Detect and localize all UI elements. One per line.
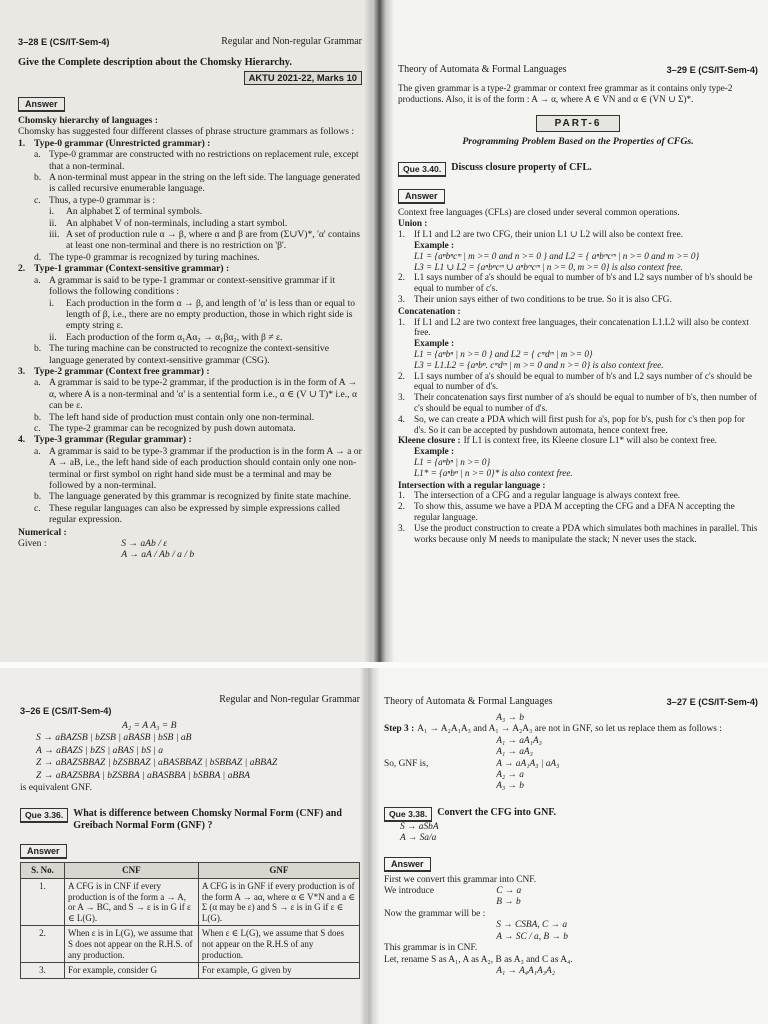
paragraph: This grammar is in CNF. [384, 943, 478, 954]
line-label: Given : [18, 538, 47, 550]
list-text: Type-0 grammar are constructed with no restrictions on replacement rule, except that a non-terminal. [49, 149, 359, 172]
part-heading-row [398, 115, 758, 132]
list-text: Type-1 grammar (Context-sensitive grammar) : [34, 263, 230, 275]
list-marker: i. [49, 297, 55, 309]
list-item [18, 195, 362, 206]
list-marker: a. [34, 149, 41, 161]
line-value: If L1 is context free, its Kleene closure L1* will also be context free. [463, 435, 717, 446]
list-text: L1 says number of a's should be equal to number of b's and L2 says number of b's should be equal to number of c's. [414, 272, 753, 294]
list-item [398, 523, 758, 545]
list-marker: a. [34, 445, 41, 457]
list-marker: 3. [398, 522, 405, 533]
line-value: C → a [496, 886, 522, 897]
paragraph: Chomsky has suggested four different classes of phrase structure grammars as follows : [18, 126, 355, 138]
list-marker: i. [49, 206, 55, 218]
equation: A → aBAZS | bZS | aBAS | bS | a [36, 744, 164, 756]
answer-label: Answer [384, 857, 431, 872]
list-text: If L1 and L2 are two CFG, their union L1 ∪ L2 will also be context free. [414, 229, 683, 240]
line-label: We introduce [384, 886, 435, 897]
list-text: Use the product construction to create a PDA which simulates both machines in parallel. This works because only M needs to manipulate the stack; N never uses the stack. [414, 522, 758, 544]
cell-cnf: When ε is in L(G), we assume that S does not appear on the R.H.S. of any production. [65, 926, 199, 963]
question-number: Que 3.36. [20, 808, 68, 823]
col-header-cnf: CNF [65, 863, 199, 879]
list-marker: b. [34, 343, 42, 355]
page-body [398, 83, 758, 544]
inline-heading [398, 435, 758, 446]
list-marker: b. [34, 172, 42, 184]
question-number: Que 3.40. [398, 162, 446, 177]
part-label: PART-6 [536, 115, 621, 132]
example-label: Example : [414, 446, 455, 457]
line-label: Kleene closure : [398, 435, 461, 446]
equation: L1 = {aⁿbⁿ | n >= 0 } and L2 = { cᵐdᵐ | m >= 0} [414, 348, 593, 359]
equation: S → aBAZSB | bZSB | aBASB | bSB | aB [36, 732, 192, 744]
table-header-row [21, 863, 360, 879]
list-item [18, 298, 362, 332]
list-item [18, 172, 362, 195]
cell-gnf: For example, G given by [198, 963, 359, 979]
equation: S → CSBA, C → a [496, 920, 568, 931]
list-marker: 3. [398, 392, 405, 403]
section-heading: Intersection with a regular language : [398, 479, 546, 490]
list-text: An alphabet Σ of terminal symbols. [66, 206, 203, 218]
paragraph: is equivalent GNF. [20, 782, 92, 794]
question-text: What is difference between Chomsky Normal Form (CNF) and Greibach Normal Form (GNF) ? [73, 808, 342, 832]
part-subtitle: Programming Problem Based on the Properties of CFGs. [462, 135, 694, 147]
list-marker: 1. [18, 137, 26, 149]
list-marker: iii. [49, 229, 60, 241]
equation: A → SC / a, B → b [496, 931, 568, 942]
list-marker: 2. [18, 263, 26, 275]
equation: Z → aBAZSBBA | bZSBBA | aBASBBA | bSBBA | aBBA [36, 769, 250, 781]
col-header-gnf: GNF [198, 863, 359, 879]
line-value: A₁ → A₂A₁A₃ and A₁ → A₂A₃ are not in GNF, so let us replace them as follows : [417, 724, 722, 735]
table-body [21, 879, 360, 979]
question-number: Que 3.38. [384, 807, 432, 822]
cell-cnf: A CFG is in CNF if every production is of the form a → A, or A → BC, and S → ε is in G if ε ∈ L(G). [65, 879, 199, 926]
labeled-line [384, 886, 758, 897]
list-text: L1 says number of a's should be equal to number of b's and L2 says number of c's should be equal to number of d's. [414, 370, 752, 392]
labeled-line [18, 538, 362, 549]
list-marker: 3. [398, 293, 405, 304]
answer-label: Answer [20, 844, 67, 859]
cell-gnf: A CFG is in GNF if every production is of the form A → aα, where α ∈ V*N and a ∈ Σ (α may be ε) and S → ε is in G if ε ∈ L(G). [198, 879, 359, 926]
equation: L3 = L1.L2 = {aⁿbⁿ. cᵐdᵐ | m >= 0 and n >= 0} is also context free. [414, 359, 664, 370]
list-marker: c. [34, 502, 41, 514]
list-marker: 1. [398, 229, 405, 240]
list-text: So, we can create a PDA which will first push for a's, pop for b's, push for c's then pop for d's. So it can be accepted by pushdown automata, hence context free. [414, 413, 745, 435]
labeled-line [384, 759, 758, 770]
question-heading: Give the Complete description about the Chomsky Hierarchy. [18, 57, 292, 68]
running-title: Regular and Non-regular Grammar [221, 36, 362, 47]
page-body [384, 713, 758, 977]
section-heading: Numerical : [18, 526, 67, 538]
list-marker: c. [34, 194, 41, 206]
answer-row [20, 844, 360, 859]
list-item [18, 434, 362, 445]
list-item [398, 392, 758, 414]
page-number: 3–28 E (CS/IT-Sem-4) [18, 37, 110, 47]
equation: A₃ → b [496, 781, 524, 792]
paragraph: Now the grammar will be : [384, 908, 486, 919]
list-marker: ii. [49, 217, 57, 229]
list-item [18, 252, 362, 263]
list-item [18, 149, 362, 172]
question-text: Convert the CFG into GNF. [437, 806, 557, 818]
equation: A₃ → b [496, 713, 524, 723]
list-marker: a. [34, 274, 41, 286]
list-text: Type-3 grammar (Regular grammar) : [34, 434, 192, 446]
line-value: A → aA₁A₃ | aA₃ [496, 758, 560, 769]
list-marker: a. [34, 377, 41, 389]
cnf-gnf-table [20, 862, 360, 978]
list-text: Type-2 grammar (Context free grammar) : [34, 365, 210, 377]
list-text: The intersection of a CFG and a regular language is always context free. [414, 490, 681, 501]
list-item [398, 294, 758, 305]
list-item [18, 377, 362, 411]
list-text: These regular languages can also be expressed by simple expressions called regular expression. [49, 502, 340, 526]
list-item [398, 371, 758, 393]
list-marker: 2. [398, 501, 405, 512]
list-item [18, 491, 362, 502]
list-item [398, 490, 758, 501]
list-text: The language generated by this grammar is recognized by finite state machine. [49, 491, 352, 503]
example-label: Example : [414, 338, 455, 349]
paragraph: Let, rename S as A₁, A as A₂, B as A₃ and C as A₄. [384, 954, 573, 965]
running-title: Theory of Automata & Formal Languages [384, 696, 553, 707]
cell-sno: 1. [21, 879, 65, 926]
list-text: Type-0 grammar (Unrestricted grammar) : [34, 137, 211, 149]
list-item [398, 229, 758, 240]
page-number: 3–26 E (CS/IT-Sem-4) [20, 706, 112, 716]
running-title: Theory of Automata & Formal Languages [398, 64, 567, 75]
list-marker: 1. [398, 490, 405, 501]
list-item [398, 317, 758, 339]
list-text: Their union says either of two conditions to be true. So it is also CFG. [414, 293, 672, 304]
list-marker: b. [34, 491, 42, 503]
page-3-28 [0, 0, 372, 662]
list-marker: 4. [398, 413, 405, 424]
cell-sno: 2. [21, 926, 65, 963]
list-item [18, 263, 362, 274]
question-text: Discuss closure property of CFL. [451, 161, 592, 173]
equation: A₂ = A A₃ = B [122, 720, 177, 731]
cell-cnf: For example, consider G [65, 963, 199, 979]
running-title: Regular and Non-regular Grammar [219, 694, 360, 705]
equation: A → aA / Ab / a / b [121, 549, 195, 561]
question [384, 807, 758, 822]
answer-row [398, 189, 758, 204]
running-header [18, 36, 362, 47]
equation: S → aSbA [400, 821, 439, 832]
list-text: The left hand side of production must contain only one non-terminal. [49, 411, 315, 423]
section-heading: Union : [398, 218, 428, 229]
cell-sno: 3. [21, 963, 65, 979]
equation: A₁ → aA₁A₃ [496, 735, 542, 746]
col-header-sno: S. No. [21, 863, 65, 879]
list-marker: b. [34, 411, 42, 423]
question [20, 808, 360, 832]
list-marker: 3. [18, 365, 26, 377]
list-item [18, 332, 362, 343]
list-text: The turing machine can be constructed to recognize the context-sensitive language generated by context-sensitive grammar (CSG). [49, 343, 329, 366]
equation: B → b [496, 897, 521, 908]
list-item [18, 503, 362, 526]
list-text: A grammar is said to be type-3 grammar if the production is in the form A → a or A → aB, i.e., the left hand side of each production should contain only one non-terminal or first symbol on right hand side must be a terminal and may be followed by a non-terminal. [49, 445, 362, 491]
list-text: A set of production rule α → β, where α and β are from (Σ∪V)*, 'α' contains at least one non-terminal and there is no restriction on 'β'. [66, 229, 360, 252]
page-3-27 [374, 668, 768, 1024]
exam-tag-row [18, 71, 362, 85]
equation: L1* = {aⁿbⁿ | n >= 0}* is also context free. [414, 467, 573, 478]
list-item [18, 366, 362, 377]
list-text: To show this, assume we have a PDA M accepting the CFG and a DFA N accepting the regular language. [414, 501, 735, 522]
answer-row [384, 857, 758, 872]
equation: L3 = L1 ∪ L2 = {aⁿbⁿcᵐ ∪ aⁿbᵐcᵐ | n >= 0, m >= 0} is also context free. [414, 261, 683, 272]
list-item [398, 501, 758, 523]
list-text: An alphabet V of non-terminals, including a start symbol. [66, 217, 288, 229]
paragraph: First we convert this grammar into CNF. [384, 874, 537, 885]
page-body [20, 720, 360, 859]
section-heading: Chomsky hierarchy of languages : [18, 115, 159, 126]
example-label: Example : [414, 239, 455, 250]
table-row [21, 926, 360, 963]
list-item [398, 272, 758, 294]
list-text: If L1 and L2 are two context free languages, their concatenation L1.L2 will also be context free. [414, 316, 749, 338]
list-marker: 1. [398, 316, 405, 327]
answer-label: Answer [398, 189, 445, 204]
list-item [18, 275, 362, 298]
paragraph: Context free languages (CFLs) are closed under several common operations. [398, 206, 680, 217]
paragraph: The given grammar is a type-2 grammar or context free grammar as it contains only type-2 productions. Also, it is of the form : A → α, where A ∈ VN and α ∈ (VN ∪ Σ)*. [398, 83, 733, 104]
equation: A → Sa/a [400, 833, 437, 844]
line-label: So, GNF is, [384, 758, 429, 769]
equation: A₁ → aA₃ [496, 747, 533, 758]
list-marker: 4. [18, 434, 26, 446]
page-body [18, 57, 362, 561]
list-text: A non-terminal must appear in the string on the left side. The language generated is called recursive enumerable language. [49, 172, 360, 195]
list-item [18, 446, 362, 492]
page-3-26 [0, 668, 366, 1024]
list-text: A grammar is said to be type-2 grammar, if the production is in the form of A → α, where A is a non-terminal and 'α' is a sentential form i.e., α ∈ (V ∪ T)* i.e., α can be ε. [49, 377, 358, 412]
list-text: Each production of the form α₁Aα₂ → α₁βα₂, with β ≠ ε. [66, 331, 283, 343]
list-marker: ii. [49, 331, 57, 343]
list-item [18, 412, 362, 423]
list-item [18, 423, 362, 434]
list-marker: d. [34, 251, 42, 263]
answer-label: Answer [18, 97, 65, 112]
list-marker: 2. [398, 272, 405, 283]
page-number: 3–29 E (CS/IT-Sem-4) [666, 65, 758, 75]
list-text: The type-0 grammar is recognized by turing machines. [49, 251, 260, 263]
page-3-29 [384, 0, 768, 662]
equation: A₂ → a [496, 770, 524, 781]
equation: L1 = {aⁿbⁿ | n >= 0} [414, 456, 491, 467]
list-item [18, 138, 362, 149]
list-text: Each production in the form α → β, and length of 'α' is less than or equal to length of β, i.e., there are no empty production, those in which right side is empty string ε. [66, 297, 356, 332]
list-item [18, 229, 362, 252]
list-text: Their concatenation says first number of a's should be equal to number of b's, then number of c's should be equal to number of d's. [414, 392, 757, 413]
running-header [20, 694, 360, 716]
table-row [21, 879, 360, 926]
question [398, 162, 758, 177]
list-item [18, 218, 362, 229]
list-text: A grammar is said to be type-1 grammar or context-sensitive grammar if it follows the following conditions : [49, 274, 336, 298]
list-item [18, 206, 362, 217]
equation: A₁ → A₄A₁A₃A₂ [496, 965, 556, 976]
list-item [398, 414, 758, 436]
section-heading: Concatenation : [398, 305, 461, 316]
table-row [21, 963, 360, 979]
list-text: The type-2 grammar can be recognized by push down automata. [49, 422, 296, 434]
cell-gnf: When ε ∈ L(G), we assume that S does not appear on the R.H.S of any production. [198, 926, 359, 963]
page-number: 3–27 E (CS/IT-Sem-4) [666, 697, 758, 707]
running-header [384, 696, 758, 707]
equation: Z → aBAZSBBAZ | bZSBBAZ | aBASBBAZ | bSBBAZ | aBBAZ [36, 757, 278, 769]
running-header [398, 64, 758, 75]
line-label: Step 3 : [384, 724, 415, 735]
answer-row [18, 97, 362, 112]
equation: L1 = {aⁿbⁿcᵐ | m >= 0 and n >= 0 } and L2 = { aⁿbᵐcᵐ | n >= 0 and m >= 0} [414, 250, 700, 261]
list-item [18, 343, 362, 366]
list-marker: 2. [398, 370, 405, 381]
line-value: S → aAb / ε [121, 538, 168, 550]
exam-tag: AKTU 2021-22, Marks 10 [244, 71, 362, 85]
list-marker: c. [34, 422, 41, 434]
inline-heading [384, 724, 758, 735]
list-text: Thus, a type-0 grammar is : [49, 194, 156, 206]
